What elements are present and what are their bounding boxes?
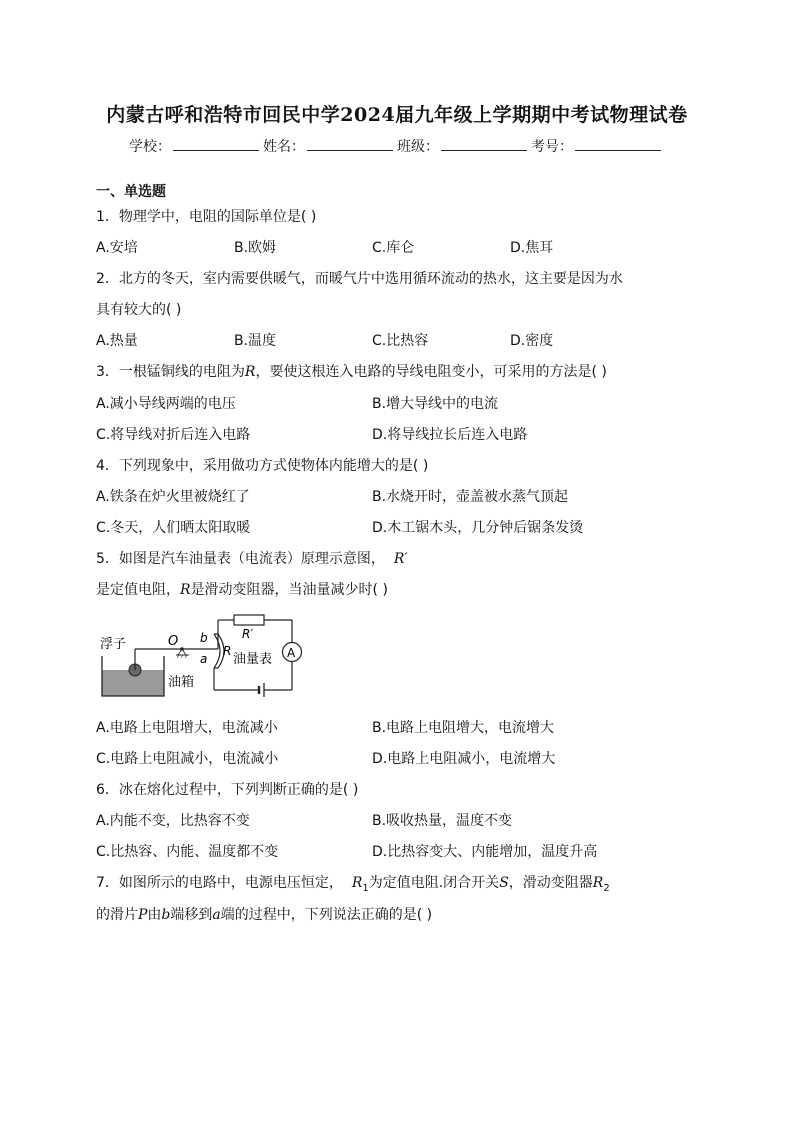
q6-option-a: A.内能不变，比热容不变 (96, 813, 250, 829)
page-title: 内蒙古呼和浩特市回民中学2024届九年级上学期期中考试物理试卷 (106, 104, 688, 126)
q5-stem-line1 (96, 548, 408, 568)
q7-stem-line2 (96, 904, 432, 924)
q2-stem-line1: 2．北方的冬天，室内需要供暖气，而暖气片中选用循环流动的热水，这主要是因为水 (96, 271, 623, 287)
q7-var-r2: R (592, 875, 604, 891)
q5-stem2-pre: 是定值电阻， (96, 582, 180, 598)
student-info-row (0, 136, 794, 156)
number-label: 考号： (531, 139, 573, 155)
q5-option-b: B.电路上电阻增大，电流增大 (372, 720, 555, 736)
q7-line2-c: 端移到 (170, 907, 213, 923)
q7-var-p: P (138, 907, 148, 923)
q3-option-a: A.减小导线两端的电压 (96, 396, 236, 412)
q2-option-a: A.热量 (96, 333, 138, 349)
label-point-b: b (200, 631, 208, 645)
q7-text-1: 7．如图所示的电路中，电源电压恒定， (96, 875, 343, 891)
section-heading: 一、单选题 (96, 184, 166, 200)
q1-option-a: A.安培 (96, 240, 138, 256)
q3-stem-post: ，要使这根连入电路的导线电阻变小，可采用的方法是( ) (255, 364, 607, 380)
number-blank[interactable] (575, 138, 661, 151)
q7-var-r1-sub: 1 (362, 882, 369, 894)
q7-line2-a: 的滑片 (96, 907, 138, 923)
school-blank[interactable] (173, 138, 259, 151)
q2-option-c: C.比热容 (372, 333, 429, 349)
q7-line2-b: 由 (147, 907, 162, 923)
q3-stem (96, 361, 607, 381)
variable-resistor-arc (214, 634, 220, 668)
q5-var-r-prime: R′ (393, 551, 408, 567)
q1-option-b: B.欧姆 (234, 240, 277, 256)
label-ammeter: A (287, 646, 296, 660)
q7-text-3: ，滑动变阻器 (508, 875, 593, 891)
q4-option-a: A.铁条在炉火里被烧红了 (96, 489, 250, 505)
q3-stem-pre: 3．一根锰铜线的电阻为 (96, 364, 245, 380)
q5-stem2-post: 是滑动变阻器，当油量减少时( ) (190, 582, 388, 598)
q7-line2-d: 端的过程中，下列说法正确的是( ) (220, 907, 433, 923)
school-label: 学校： (129, 139, 171, 155)
q3-option-b: B.增大导线中的电流 (372, 396, 499, 412)
label-r-prime: R′ (242, 627, 254, 641)
q5-option-c: C.电路上电阻减小，电流减小 (96, 751, 279, 767)
label-oil-meter: 油量表 (233, 652, 273, 667)
q7-var-r1: R (351, 875, 363, 891)
class-label: 班级： (397, 139, 439, 155)
q4-option-d: D.木工锯木头，几分钟后锯条发烫 (372, 520, 584, 536)
q5-option-a: A.电路上电阻增大，电流减小 (96, 720, 278, 736)
q2-option-d: D.密度 (510, 333, 554, 349)
q3-option-d: D.将导线拉长后连入电路 (372, 427, 528, 443)
label-point-a: a (200, 652, 208, 666)
q5-var-r: R (180, 582, 191, 598)
fuel-gauge-circuit-diagram (96, 608, 306, 700)
q7-stem-line1 (96, 872, 610, 894)
label-float: 浮子 (100, 637, 127, 652)
q3-option-c: C.将导线对折后连入电路 (96, 427, 251, 443)
q7-var-s: S (499, 875, 509, 891)
label-oil-tank: 油箱 (168, 675, 195, 690)
q2-stem-line2: 具有较大的( ) (96, 302, 182, 318)
q6-option-d: D.比热容变大、内能增加，温度升高 (372, 844, 598, 860)
q2-option-b: B.温度 (234, 333, 277, 349)
label-r: R (223, 644, 232, 658)
q3-var-r: R (244, 364, 256, 380)
q5-stem1-text: 5．如图是汽车油量表（电流表）原理示意图， (96, 551, 385, 567)
q7-var-r2-sub: 2 (603, 882, 610, 894)
class-blank[interactable] (441, 138, 527, 151)
q6-option-c: C.比热容、内能、温度都不变 (96, 844, 279, 860)
q4-option-b: B.水烧开时，壶盖被水蒸气顶起 (372, 489, 569, 505)
q1-stem: 1．物理学中，电阻的国际单位是( ) (96, 209, 317, 225)
q1-option-d: D.焦耳 (510, 240, 554, 256)
name-blank[interactable] (307, 138, 393, 151)
q4-option-c: C.冬天，人们晒太阳取暖 (96, 520, 251, 536)
q5-stem-line2 (96, 579, 388, 599)
label-pivot: O (168, 634, 179, 649)
fixed-resistor (234, 615, 264, 625)
q1-option-c: C.库仑 (372, 240, 415, 256)
q6-option-b: B.吸收热量，温度不变 (372, 813, 513, 829)
q5-option-d: D.电路上电阻减小，电流增大 (372, 751, 556, 767)
name-label: 姓名： (263, 139, 305, 155)
q7-var-b: b (161, 907, 171, 923)
q6-stem: 6．冰在熔化过程中，下列判断正确的是( ) (96, 782, 359, 798)
q4-stem: 4．下列现象中，采用做功方式使物体内能增大的是( ) (96, 458, 429, 474)
q7-text-2: 为定值电阻.闭合开关 (368, 875, 500, 891)
q7-var-a: a (212, 907, 221, 923)
